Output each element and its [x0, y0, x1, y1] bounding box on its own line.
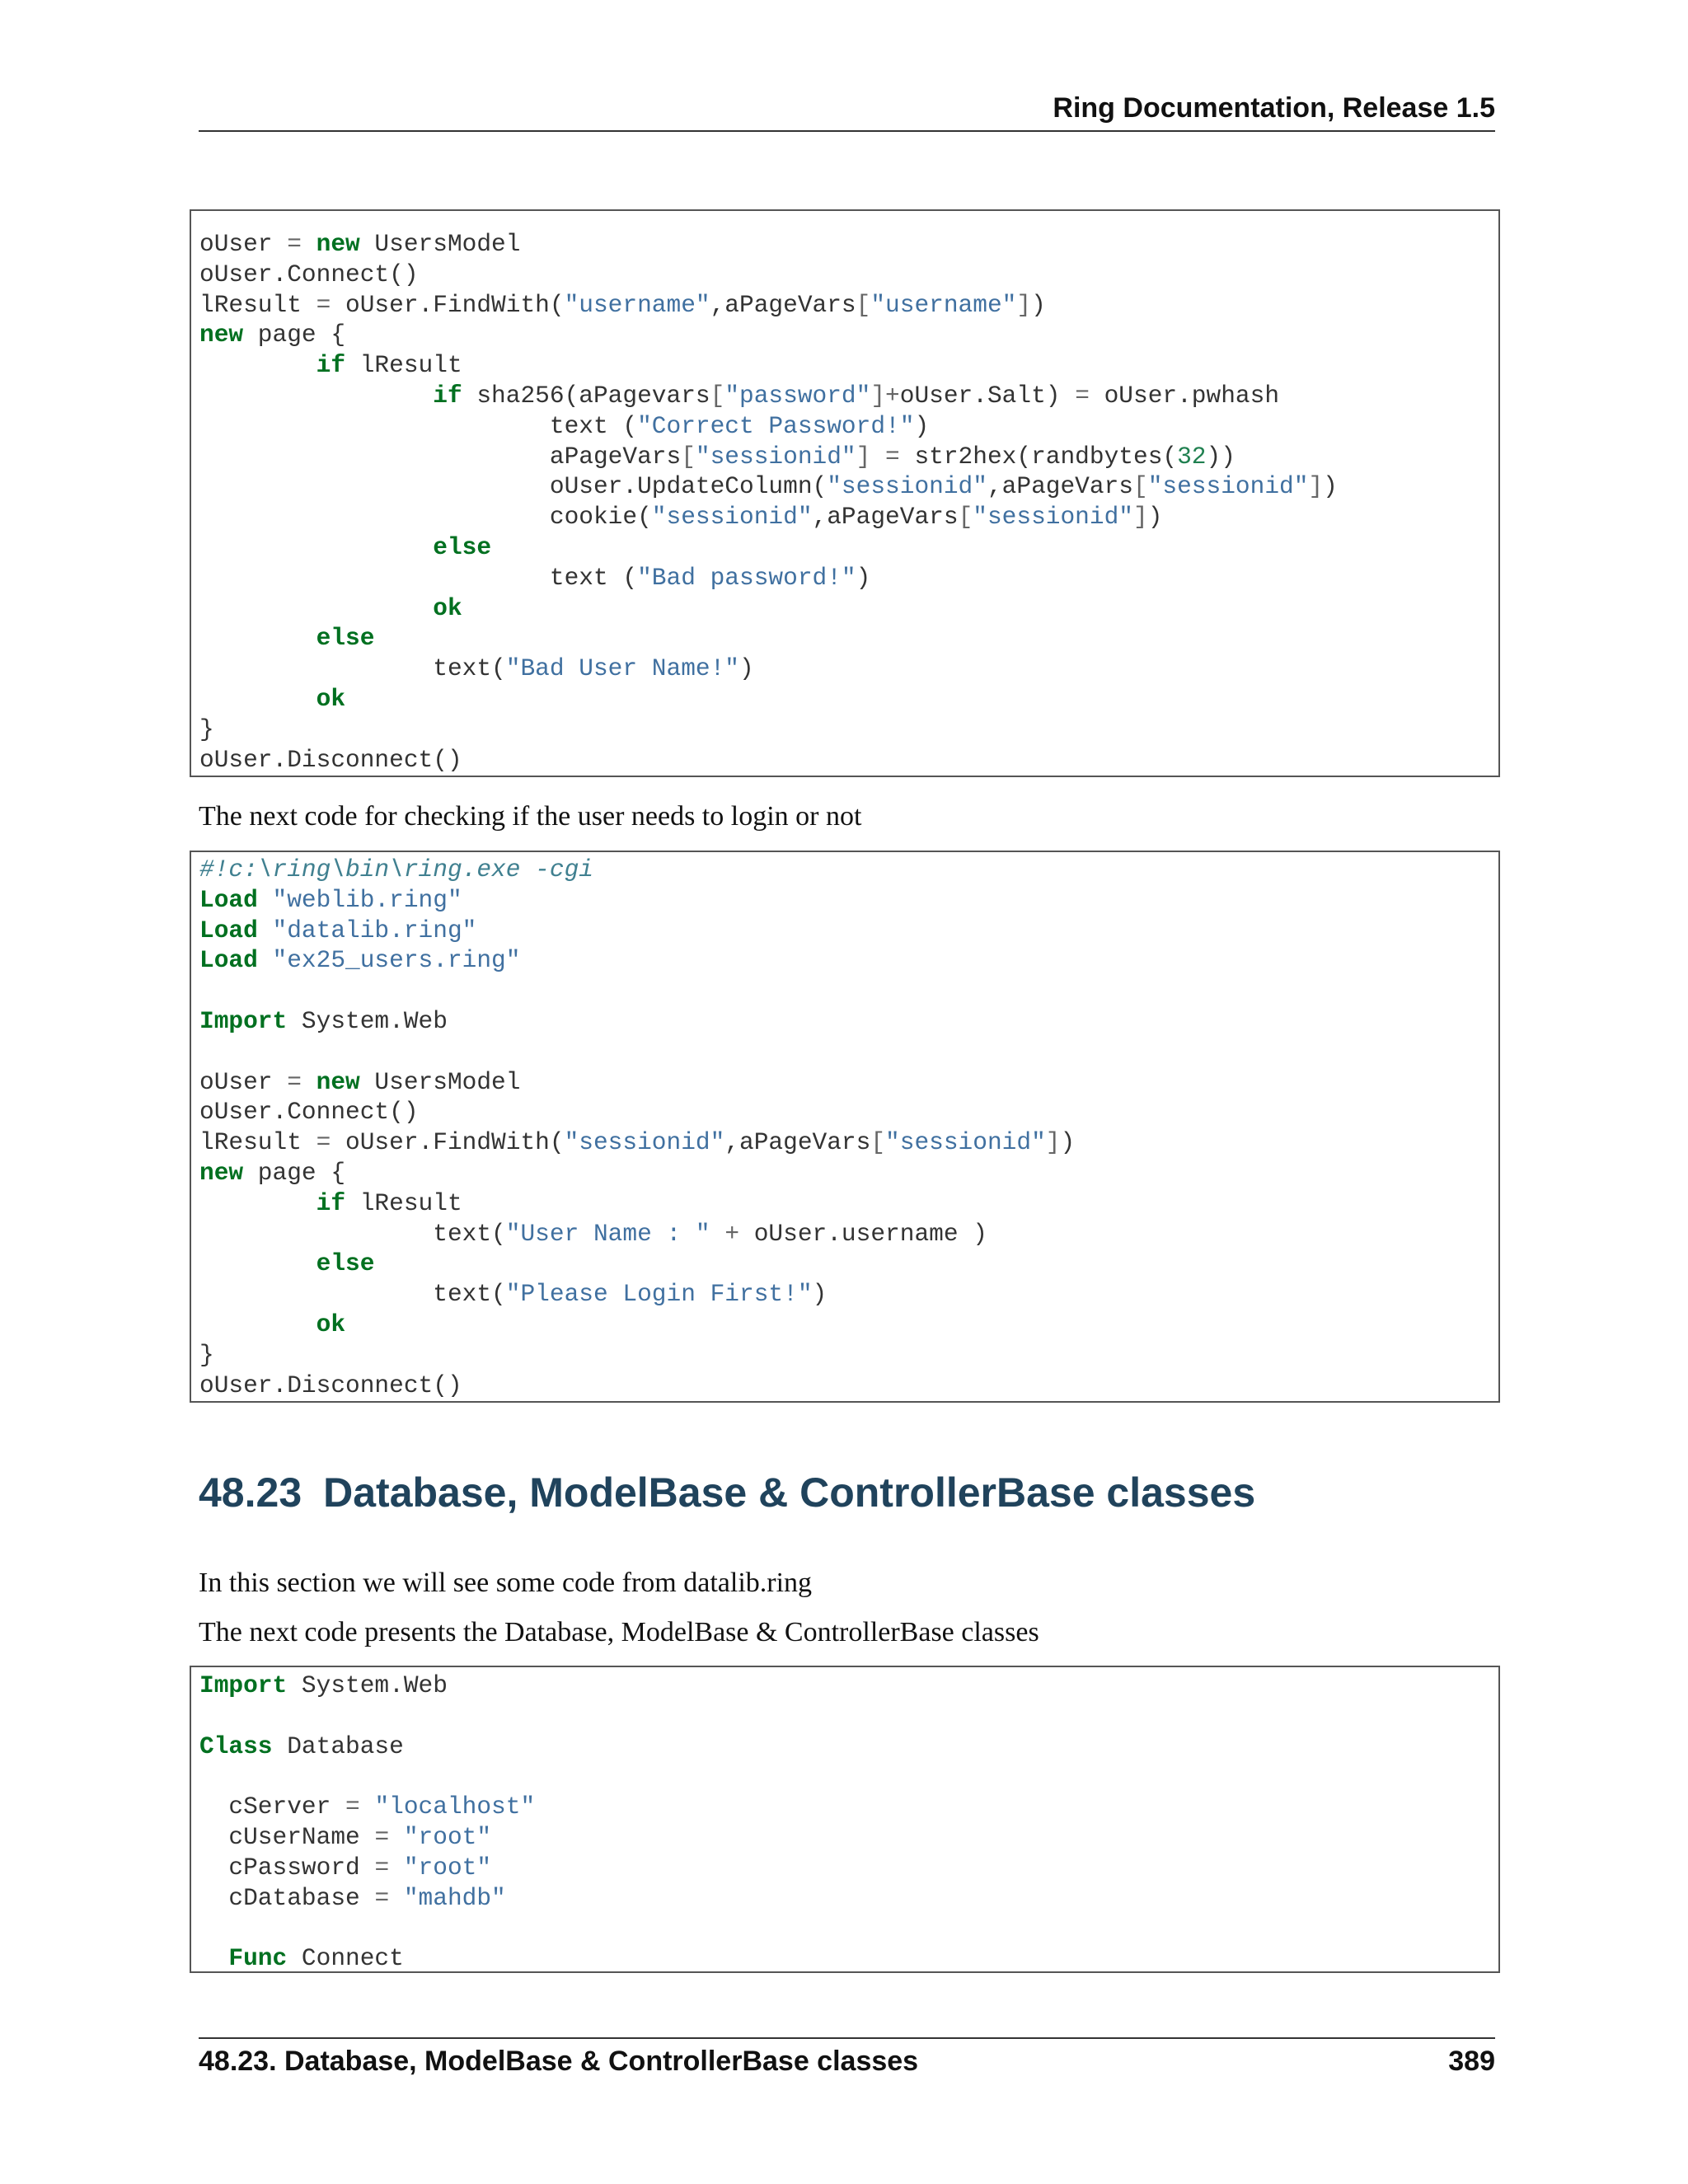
paragraph-classes-intro: The next code presents the Database, ModelBase & ControllerBase classes	[199, 1617, 1039, 1647]
footer-section-label: 48.23. Database, ModelBase & ControllerBase classes	[199, 2046, 919, 2077]
paragraph-login-intro: The next code for checking if the user needs to login or not	[199, 801, 862, 832]
page-number: 389	[1448, 2046, 1495, 2077]
running-header-title: Ring Documentation, Release 1.5	[1053, 92, 1495, 124]
section-title-text: Database, ModelBase & ControllerBase classes	[323, 1469, 1256, 1516]
code-listing: Import System.Web Class Database cServer = "localhost" cUserName = "root" cPassword = "root" cDatabase = "mahdb" Func Connect	[199, 1671, 536, 1973]
code-block-login-check	[190, 209, 1500, 777]
code-block-session-check	[190, 851, 1500, 1403]
section-number: 48.23	[199, 1469, 302, 1516]
code-block-database-class	[190, 1666, 1500, 1973]
footer-rule	[199, 2037, 1495, 2039]
header-rule	[199, 130, 1495, 132]
code-listing: oUser = new UsersModel oUser.Connect() lResult = oUser.FindWith("username",aPageVars["username"]) new page { if lResult if sha256(aPagevars["password"]+oUser.Salt) = oUser.pwhash text ("Correct Password!") aPageVars["sessionid"] = str2hex(randbytes(32)) oUser.UpdateColumn("sessionid",aPageVars["sessionid"]) cookie("sessionid",aPageVars["sessionid"]) else text ("Bad password!") ok else text("Bad User Name!") ok } oUser.Disconnect()	[199, 230, 1338, 774]
paragraph-datalib-intro: In this section we will see some code from datalib.ring	[199, 1568, 813, 1598]
section-heading	[199, 1469, 1255, 1516]
code-listing: #!c:\ring\bin\ring.exe -cgi Load "weblib.ring" Load "datalib.ring" Load "ex25_users.ring" Import System.Web oUser = new UsersModel oUser.Connect() lResult = oUser.FindWith("sessionid",aPageVars["sessionid"]) new page { if lResult text("User Name : " + oUser.username ) else text("Please Login First!") ok } oUser.Disconnect()	[199, 855, 1076, 1399]
